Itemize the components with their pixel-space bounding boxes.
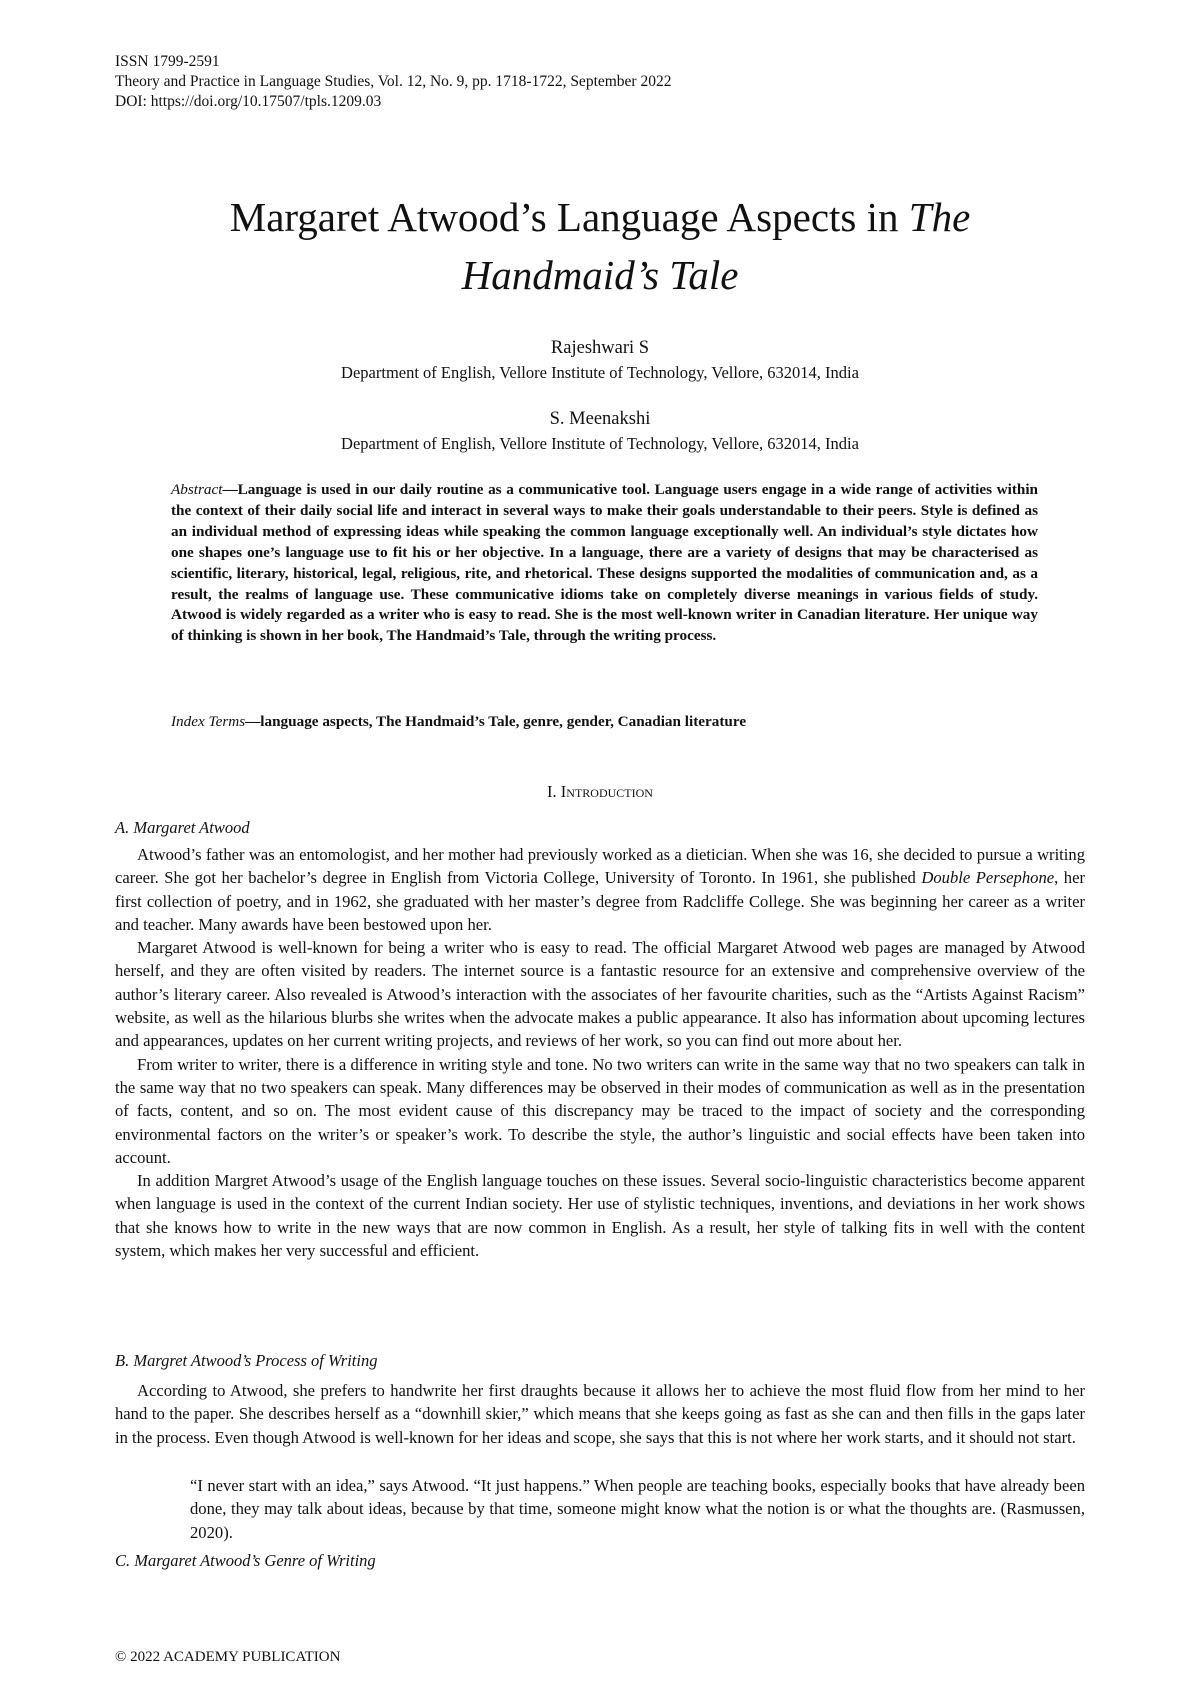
index-terms-label: Index Terms — [171, 713, 246, 730]
journal-header — [115, 52, 671, 112]
paragraph-text: , her first collection of poetry, and in 1962, she graduated with her master’s degree from Radcliffe College. She was beginning her career as a writer and teacher. Many awards have been bestowed upon her. — [115, 868, 1085, 934]
title-italic-2: Handmaid’s Tale — [461, 252, 739, 298]
subsection-heading-a: A. Margaret Atwood — [115, 818, 250, 837]
section-heading: I. Introduction — [547, 782, 653, 801]
title-italic-1: The — [908, 194, 971, 240]
paragraph: In addition Margret Atwood’s usage of the English language touches on these issues. Several socio-linguistic characteristics become apparent when language is used in the context of the current Indian society. Her use of stylistic techniques, inventions, and deviations in her work shows that she knows how to write in the new ways that are now common in English. As a result, her style of talking fits in well with the content system, which makes her very successful and efficient. — [115, 1171, 1085, 1261]
subsection-heading-b: B. Margret Atwood’s Process of Writing — [115, 1351, 378, 1370]
author-affiliation: Department of English, Vellore Institute of Technology, Vellore, 632014, India — [341, 363, 859, 382]
book-title: Double Persephone — [921, 868, 1055, 888]
author-block-2 — [100, 407, 1100, 455]
index-terms-text: —language aspects, The Handmaid’s Tale, genre, gender, Canadian literature — [245, 713, 747, 730]
paragraph — [115, 843, 1085, 936]
doi: DOI: https://doi.org/10.17507/tpls.1209.03 — [115, 93, 382, 110]
abstract — [171, 480, 1038, 647]
paragraph: Margaret Atwood is well-known for being a writer who is easy to read. The official Margaret Atwood web pages are managed by Atwood herself, and they are often visited by readers. The internet source is a fantastic resource for an extensive and comprehensive overview of the author’s literary career. Also revealed is Atwood’s interaction with the associates of her favourite charities, such as the “Artists Against Racism” website, as well as the hilarious blurbs she writes when the advocate makes a public appearance. It also has information about upcoming lectures and appearances, updates on her current writing projects, and reviews of her work, so you can find out more about her. — [115, 938, 1085, 1051]
paragraph-text: Atwood’s father was an entomologist, and her mother had previously worked as a dietician. When she was 16, she decided to pursue a writing career. She got her bachelor’s degree in English from Victoria College, University of Toronto. In 1961, she published — [115, 845, 1085, 888]
abstract-text: —Language is used in our daily routine as a communicative tool. Language users engage in a wide range of activities within the context of their daily social life and interact in several ways to make their goals understandable to their peers. Style is defined as an individual method of expressing ideas while speaking the common language exceptionally well. An individual’s style dictates how one shapes one’s language use to fit his or her objective. In a language, there are a variety of designs that may be characterised as scientific, literary, historical, legal, religious, rite, and rhetorical. These designs supported the modalities of communication and, as a result, the realms of language use. These communicative idioms take on completely diverse meanings in various fields of study. Atwood is widely regarded as a writer who is easy to read. She is the most well-known writer in Canadian literature. Her unique way of thinking is shown in her book, The Handmaid’s Tale, through the writing process. — [171, 481, 1038, 645]
paragraph: From writer to writer, there is a difference in writing style and tone. No two writers can write in the same way that no two speakers can talk in the same way that no two speakers can speak. Many differences may be observed in their modes of communication as well as in the presentation of facts, content, and so on. The most evident cause of this discrepancy may be traced to the impact of society and the corresponding environmental factors on the writer’s or speaker’s work. To describe the style, the author’s linguistic and social effects have been taken into account. — [115, 1054, 1085, 1167]
subsection-heading-c: C. Margaret Atwood’s Genre of Writing — [115, 1551, 376, 1570]
copyright-footer: © 2022 ACADEMY PUBLICATION — [115, 1649, 341, 1665]
paper-title — [100, 188, 1100, 304]
title-plain: Margaret Atwood’s Language Aspects in — [229, 194, 909, 240]
paragraph: According to Atwood, she prefers to handwrite her first draughts because it allows her to achieve the most fluid flow from her mind to her hand to the paper. She describes herself as a “downhill skier,” which means that she keeps going as fast as she can and then fills in the gaps later in the process. Even though Atwood is well-known for her ideas and scope, she says that this is not where her work starts, and it should not start. — [115, 1381, 1085, 1447]
author-affiliation: Department of English, Vellore Institute of Technology, Vellore, 632014, India — [341, 434, 859, 453]
section-b-body — [115, 1379, 1085, 1449]
issn: ISSN 1799-2591 — [115, 53, 220, 70]
block-quote: “I never start with an idea,” says Atwood. “It just happens.” When people are teaching books, especially books that have already been done, they may talk about ideas, because by that time, someone might know what the notion is or what the thoughts are. (Rasmussen, 2020). — [190, 1476, 1085, 1542]
author-name: Rajeshwari S — [550, 338, 650, 358]
journal-citation: Theory and Practice in Language Studies, Vol. 12, No. 9, pp. 1718-1722, September 2022 — [115, 73, 672, 90]
index-terms — [171, 711, 1038, 732]
author-name: S. Meenakshi — [549, 409, 651, 429]
abstract-label: Abstract — [171, 481, 223, 498]
author-block-1 — [100, 336, 1100, 384]
section-a-body — [115, 843, 1085, 1262]
